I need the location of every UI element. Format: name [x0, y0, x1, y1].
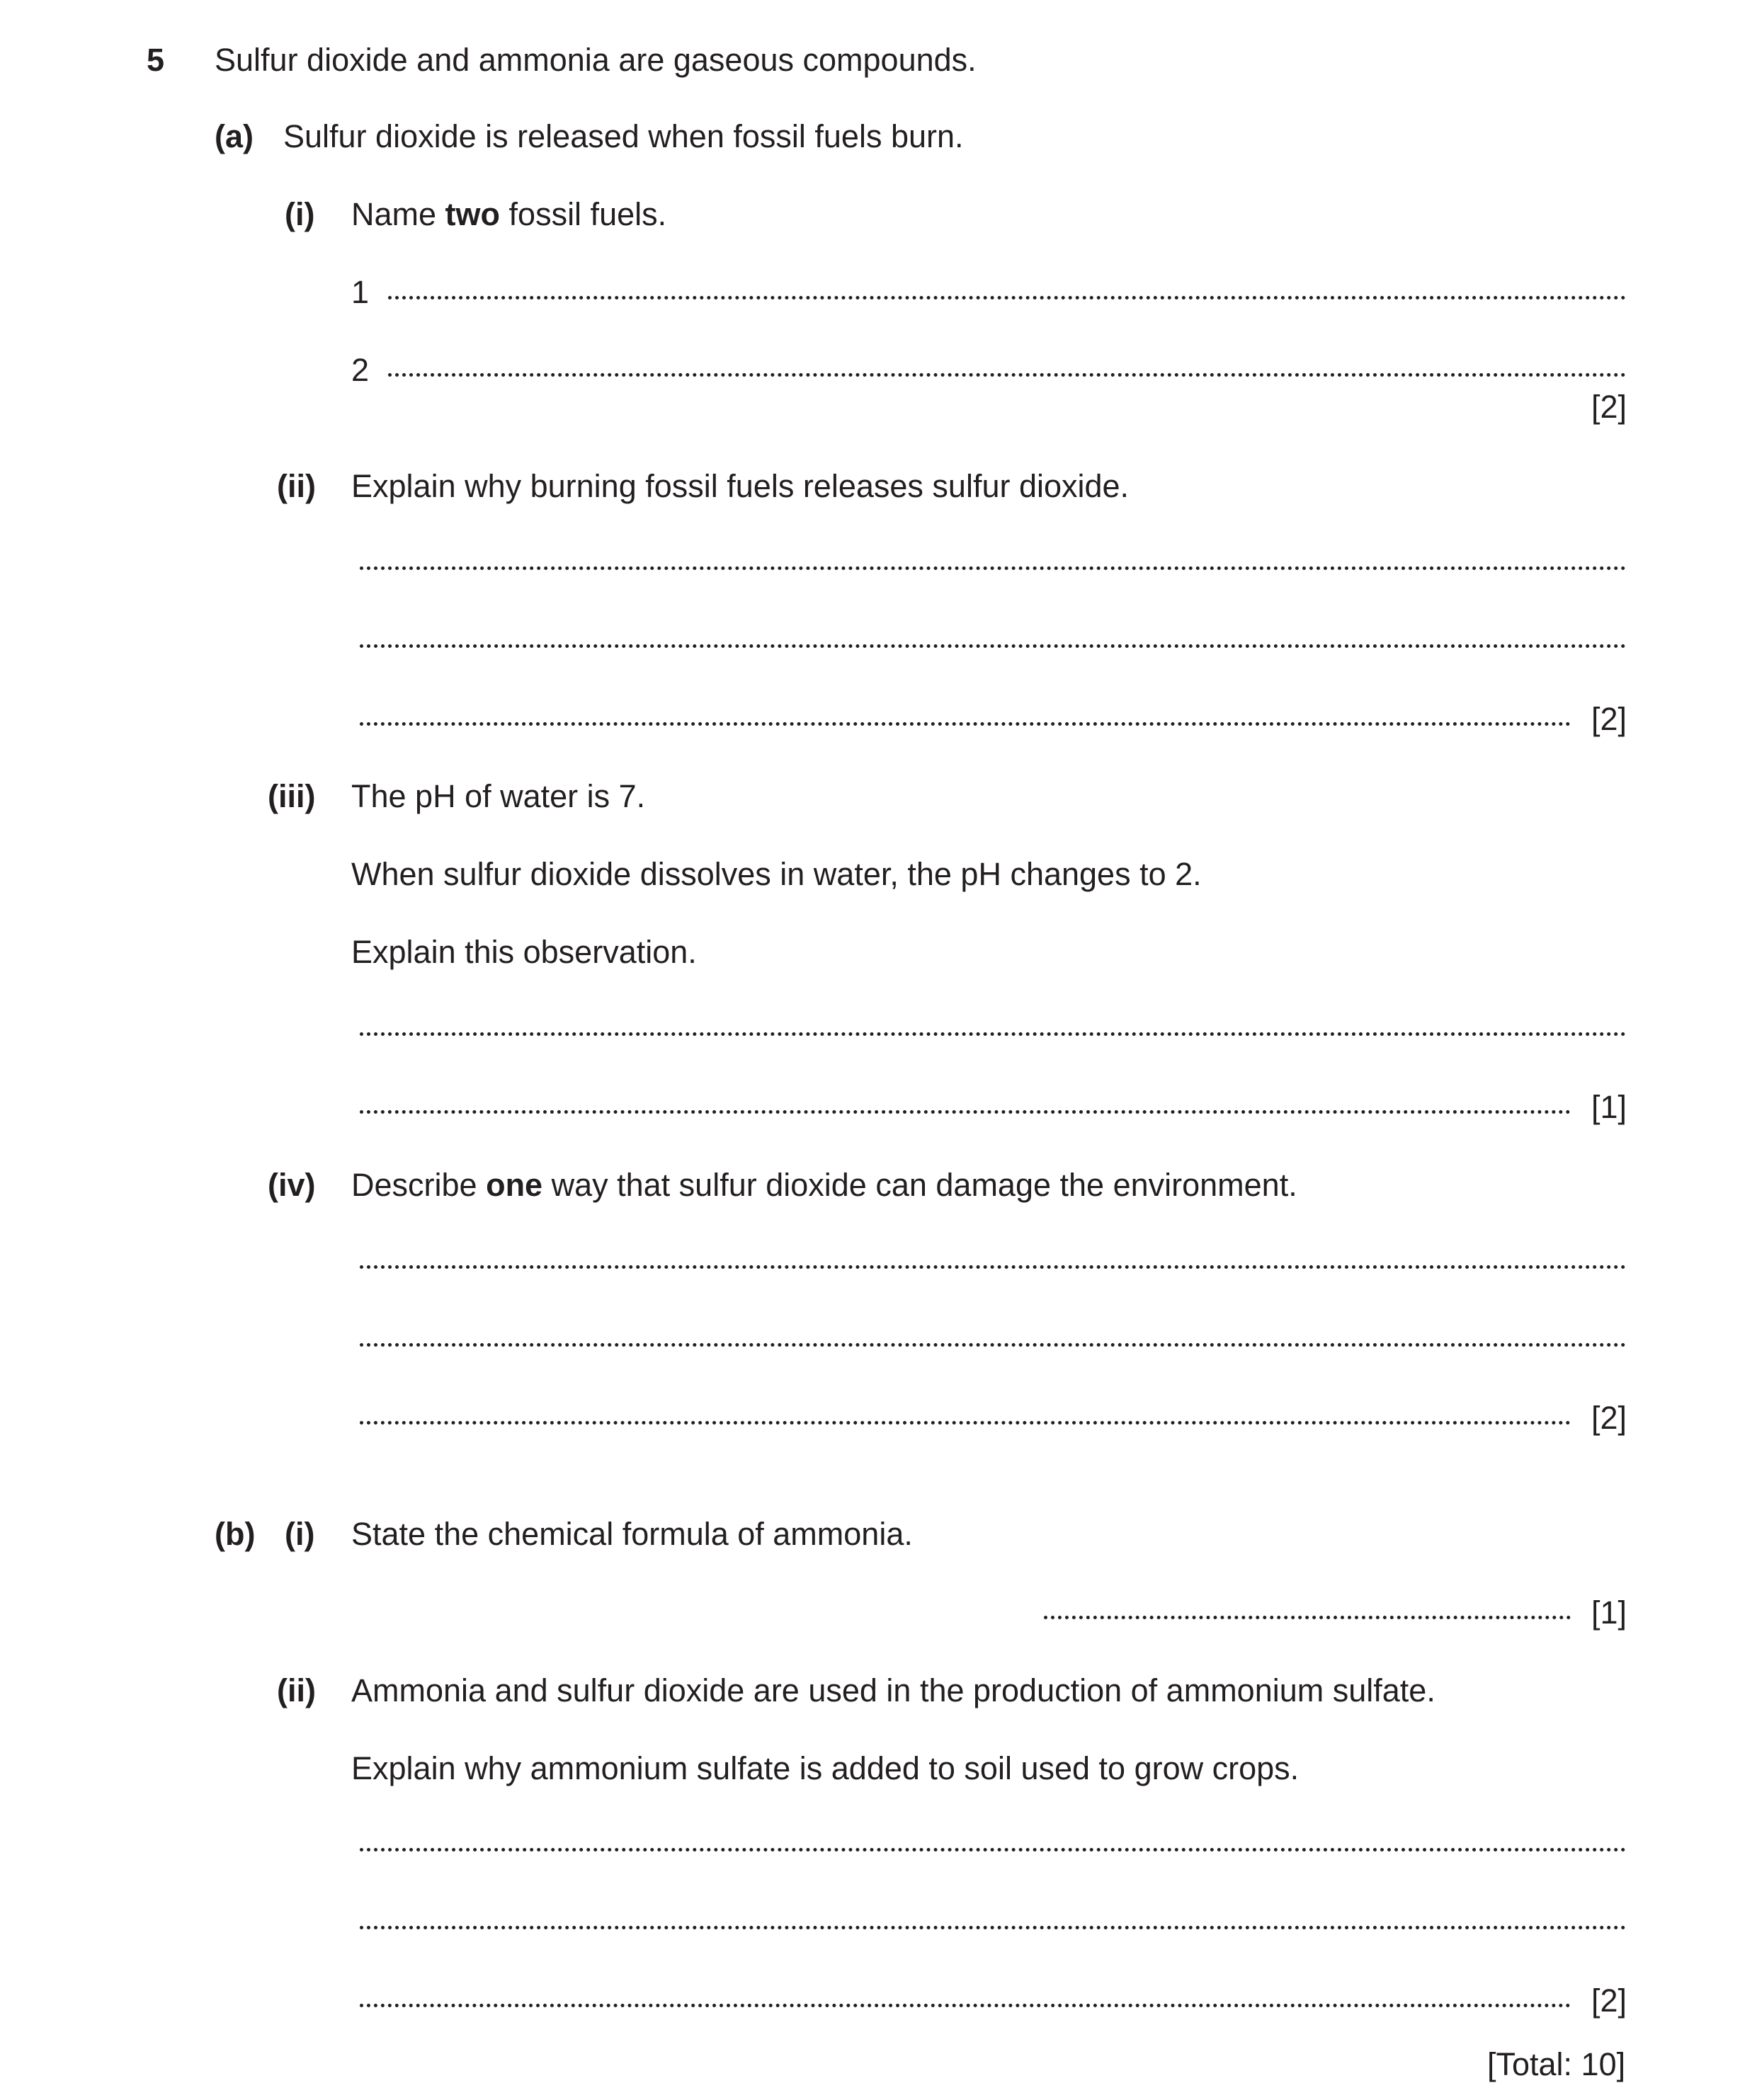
part-b-ii-line1: Ammonia and sulfur dioxide are used in the production of ammonium sulfate. — [351, 1672, 1435, 1708]
marks-a-iii: [1] — [1591, 1089, 1627, 1125]
answer-line-a-i-1[interactable] — [388, 296, 1626, 299]
answer-line-a-iii-1[interactable] — [360, 1032, 1626, 1036]
part-a-label: (a) — [215, 118, 254, 154]
answer-line-a-ii-3[interactable] — [360, 722, 1571, 726]
part-a-i-label: (i) — [285, 196, 315, 232]
marks-b-ii: [2] — [1591, 1982, 1627, 2019]
answer-line-b-ii-3[interactable] — [360, 2004, 1571, 2007]
part-b-i-label: (i) — [285, 1516, 315, 1552]
answer-line-b-ii-2[interactable] — [360, 1926, 1626, 1929]
part-a-iii-line2: When sulfur dioxide dissolves in water, the pH changes to 2. — [351, 856, 1202, 892]
question-stem: Sulfur dioxide and ammonia are gaseous compounds. — [215, 42, 977, 78]
part-a-iii-label: (iii) — [268, 778, 316, 814]
part-a-iii-line3: Explain this observation. — [351, 934, 697, 970]
question-number: 5 — [147, 42, 165, 78]
marks-a-ii: [2] — [1591, 701, 1627, 737]
answer-line-a-ii-2[interactable] — [360, 644, 1626, 648]
part-a-iv-label: (iv) — [268, 1167, 316, 1203]
answer-line-a-iv-3[interactable] — [360, 1421, 1571, 1425]
part-b-ii-line2: Explain why ammonium sulfate is added to soil used to grow crops. — [351, 1750, 1300, 1786]
part-a-iii-line1: The pH of water is 7. — [351, 778, 646, 814]
answer-line-a-ii-1[interactable] — [360, 566, 1626, 570]
answer-line-a-iv-1[interactable] — [360, 1265, 1626, 1269]
part-a-i-question: Name two fossil fuels. — [351, 196, 667, 232]
answer-2-label: 2 — [351, 352, 370, 388]
part-a-iv-question: Describe one way that sulfur dioxide can damage the environment. — [351, 1167, 1297, 1203]
part-b-i-question: State the chemical formula of ammonia. — [351, 1516, 913, 1552]
part-b-ii-label: (ii) — [277, 1672, 316, 1708]
part-b-label: (b) — [215, 1516, 256, 1552]
marks-a-iv: [2] — [1591, 1400, 1627, 1436]
marks-a-i: [2] — [1591, 389, 1627, 425]
part-a-ii-question: Explain why burning fossil fuels releases sulfur dioxide. — [351, 468, 1130, 504]
answer-1-label: 1 — [351, 274, 370, 310]
part-a-ii-label: (ii) — [277, 468, 316, 504]
answer-line-b-ii-1[interactable] — [360, 1848, 1626, 1851]
part-a-stem: Sulfur dioxide is released when fossil fuels burn. — [283, 118, 964, 154]
answer-line-a-iv-2[interactable] — [360, 1343, 1626, 1347]
answer-line-b-i[interactable] — [1044, 1616, 1571, 1619]
total-marks: [Total: 10] — [1487, 2046, 1626, 2082]
answer-line-a-i-2[interactable] — [388, 373, 1626, 377]
answer-line-a-iii-2[interactable] — [360, 1110, 1571, 1114]
marks-b-i: [1] — [1591, 1594, 1627, 1631]
